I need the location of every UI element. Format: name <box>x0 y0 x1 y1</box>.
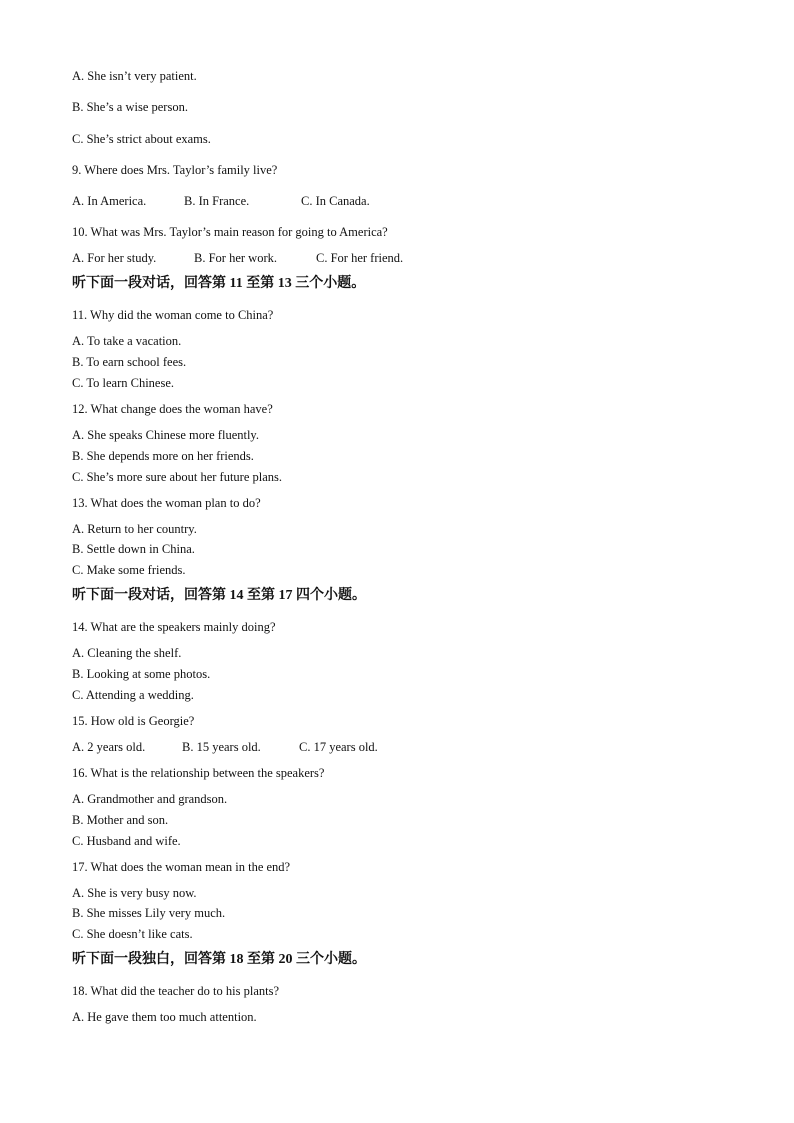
q16-option-b: B. Mother and son. <box>72 813 169 827</box>
q10-options-row <box>72 250 403 266</box>
q12-option-b: B. She depends more on her friends. <box>72 449 254 463</box>
q16-question: 16. What is the relationship between the speakers? <box>72 766 325 780</box>
q15-option-a: A. 2 years old. <box>72 740 146 754</box>
q15-option-b: B. 15 years old. <box>182 740 261 754</box>
q9-question: 9. Where does Mrs. Taylor’s family live? <box>72 163 278 177</box>
q9-option-c: C. In Canada. <box>301 194 370 208</box>
q17-option-a: A. She is very busy now. <box>72 886 197 900</box>
q10-question: 10. What was Mrs. Taylor’s main reason for going to America? <box>72 225 388 239</box>
section-heading-11-13: 听下面一段对话，回答第 11 至第 13 三个小题。 <box>72 276 366 291</box>
q8-option-b: B. She’s a wise person. <box>72 100 188 114</box>
q11-option-a: A. To take a vacation. <box>72 334 182 348</box>
q10-option-b: B. For her work. <box>194 251 277 265</box>
q15-question: 15. How old is Georgie? <box>72 714 195 728</box>
q17-question: 17. What does the woman mean in the end? <box>72 860 291 874</box>
q16-option-a: A. Grandmother and grandson. <box>72 792 228 806</box>
q14-question: 14. What are the speakers mainly doing? <box>72 620 276 634</box>
q8-option-c: C. She’s strict about exams. <box>72 132 211 146</box>
q13-option-c: C. Make some friends. <box>72 563 186 577</box>
q18-question: 18. What did the teacher do to his plants? <box>72 984 280 998</box>
q13-option-a: A. Return to her country. <box>72 522 197 536</box>
q11-option-c: C. To learn Chinese. <box>72 376 175 390</box>
q18-option-a: A. He gave them too much attention. <box>72 1010 257 1024</box>
q13-option-b: B. Settle down in China. <box>72 542 195 556</box>
q9-option-b: B. In France. <box>184 194 250 208</box>
q9-option-a: A. In America. <box>72 194 147 208</box>
q17-option-b: B. She misses Lily very much. <box>72 906 226 920</box>
q12-option-c: C. She’s more sure about her future plans. <box>72 470 283 484</box>
q14-option-c: C. Attending a wedding. <box>72 688 194 702</box>
q13-question: 13. What does the woman plan to do? <box>72 496 261 510</box>
q15-options-row <box>72 739 378 755</box>
section-heading-14-17: 听下面一段对话，回答第 14 至第 17 四个小题。 <box>72 588 366 603</box>
q11-option-b: B. To earn school fees. <box>72 355 187 369</box>
q8-option-a: A. She isn’t very patient. <box>72 69 197 83</box>
q14-option-a: A. Cleaning the shelf. <box>72 646 182 660</box>
q9-options-row <box>72 193 370 209</box>
q10-option-c: C. For her friend. <box>316 251 404 265</box>
q15-option-c: C. 17 years old. <box>299 740 378 754</box>
q12-option-a: A. She speaks Chinese more fluently. <box>72 428 259 442</box>
q17-option-c: C. She doesn’t like cats. <box>72 927 193 941</box>
q10-option-a: A. For her study. <box>72 251 157 265</box>
q12-question: 12. What change does the woman have? <box>72 402 273 416</box>
q11-question: 11. Why did the woman come to China? <box>72 308 274 322</box>
q14-option-b: B. Looking at some photos. <box>72 667 211 681</box>
section-heading-18-20: 听下面一段独白，回答第 18 至第 20 三个小题。 <box>72 952 366 967</box>
q16-option-c: C. Husband and wife. <box>72 834 181 848</box>
